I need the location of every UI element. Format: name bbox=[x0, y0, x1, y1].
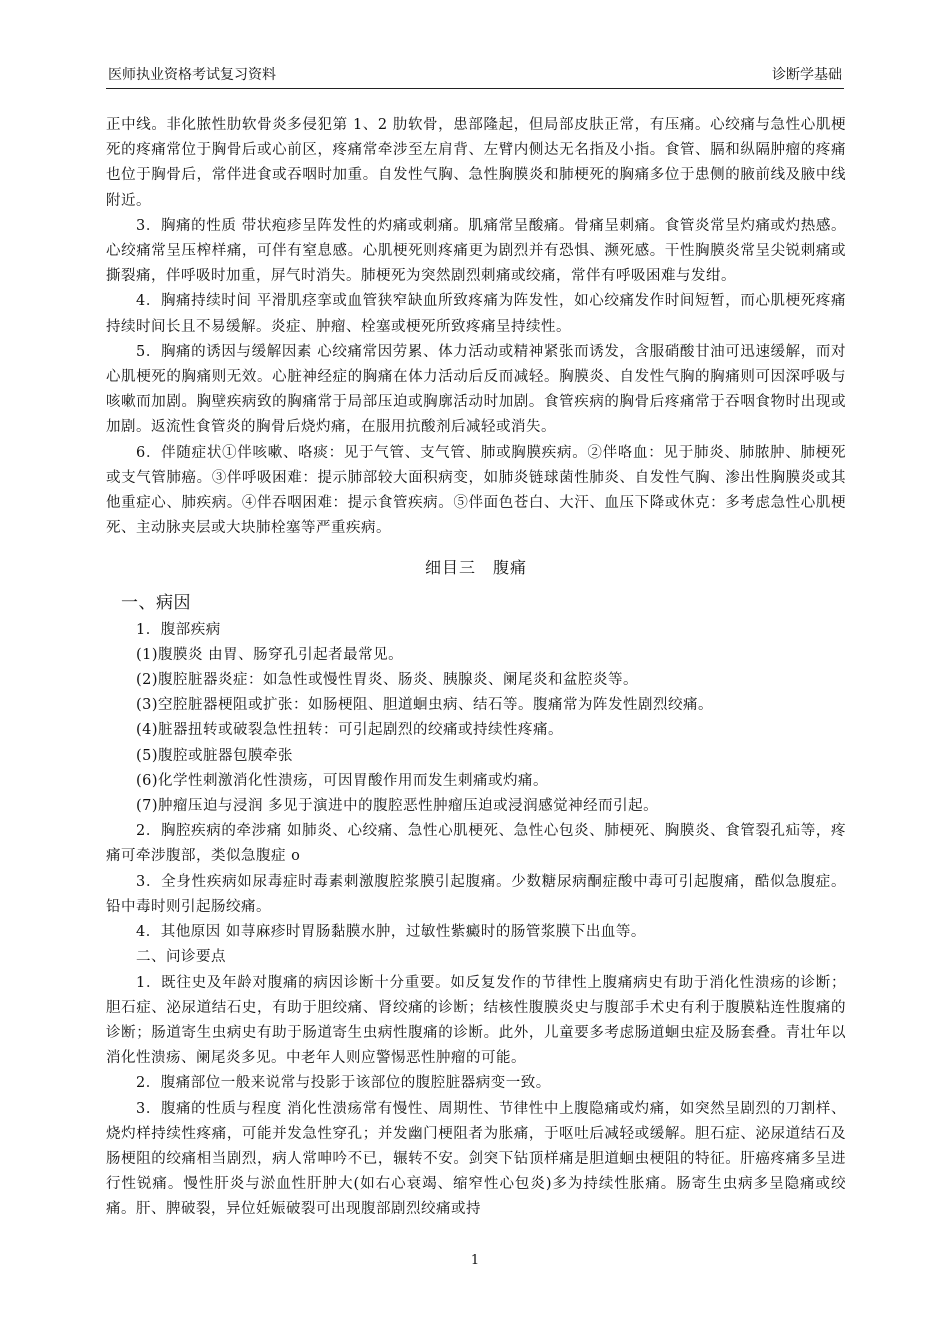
cause-item: (5)腹腔或脏器包膜牵张 bbox=[136, 747, 294, 764]
page-header bbox=[106, 66, 844, 89]
cause-item: 2．胸腔疾病的牵涉痛 如肺炎、心绞痛、急性心肌梗死、急性心包炎、肺梗死、胸膜炎、食管裂孔疝等，疼痛可牵涉腹部，类似急腹症 o bbox=[106, 823, 846, 865]
section-title: 细目三 腹痛 bbox=[424, 558, 527, 578]
page-number: 1 bbox=[470, 1253, 480, 1268]
cause-item: (4)脏器扭转或破裂急性扭转：可引起剧烈的绞痛或持续性疼痛。 bbox=[136, 722, 564, 739]
paragraph-chest-pain-symptoms: 6．伴随症状①伴咳嗽、咯痰：见于气管、支气管、肺或胸膜疾病。②伴咯血：见于肺炎、肺脓肿、肺梗死或支气管肺癌。③伴呼吸困难：提示肺部较大面积病变，如肺炎链球菌性肺炎、自发性气胸、渗出性胸膜炎或其他重症心、肺疾病。④伴吞咽困难：提示食管疾病。⑤伴面色苍白、大汗、血压下降或休克：多考虑急性心肌梗死、主动脉夹层或大块肺栓塞等严重疾病。 bbox=[106, 444, 846, 537]
cause-item: (2)腹腔脏器炎症：如急性或慢性胃炎、肠炎、胰腺炎、阑尾炎和盆腔炎等。 bbox=[136, 672, 639, 689]
paragraph-chest-pain-triggers: 5．胸痛的诱因与缓解因素 心绞痛常因劳累、体力活动或精神紧张而诱发，含服硝酸甘油可迅速缓解，而对心肌梗死的胸痛则无效。心脏神经症的胸痛在体力活动后反而减轻。胸膜炎、自发性气胸的胸痛则可因深呼吸与咳嗽而加剧。胸壁疾病致的胸痛常于局部压迫或胸廓活动时加剧。食管疾病的胸骨后疼痛常于吞咽食物时出现或加剧。返流性食管炎的胸骨后烧灼痛，在服用抗酸剂后减轻或消失。 bbox=[106, 343, 846, 436]
heading-inquiry: 二、问诊要点 bbox=[136, 949, 226, 966]
cause-item: 1．腹部疾病 bbox=[136, 621, 221, 638]
cause-item: (6)化学性刺激消化性溃疡，可因胃酸作用而发生刺痛或灼痛。 bbox=[136, 772, 549, 789]
paragraph-chest-pain-duration: 4．胸痛持续时间 平滑肌痉挛或血管狭窄缺血所致疼痛为阵发性，如心绞痛发作时间短暂，而心肌梗死疼痛持续时间长且不易缓解。炎症、肿瘤、栓塞或梗死所致疼痛呈持续性。 bbox=[106, 293, 846, 335]
inquiry-item: 1．既往史及年龄对腹痛的病因诊断十分重要。如反复发作的节律性上腹痛病史有助于消化性溃疡的诊断；胆石症、泌尿道结石史，有助于胆绞痛、肾绞痛的诊断；结核性腹膜炎史与腹部手术史有利于腹膜粘连性腹痛的诊断；肠道寄生虫病史有助于肠道寄生虫病性腹痛的诊断。此外，儿童要多考虑肠道蛔虫症及肠套叠。青壮年以消化性溃疡、阑尾炎多见。中老年人则应警惕恶性肿瘤的可能。 bbox=[106, 974, 846, 1067]
cause-item: (7)肿瘤压迫与浸润 多见于演进中的腹腔恶性肿瘤压迫或浸润感觉神经而引起。 bbox=[136, 798, 659, 815]
cause-item: 4．其他原因 如荨麻疹时胃肠黏膜水肿，过敏性紫癜时的肠管浆膜下出血等。 bbox=[136, 924, 646, 941]
inquiry-item: 3．腹痛的性质与程度 消化性溃疡常有慢性、周期性、节律性中上腹隐痛或灼痛，如突然呈剧烈的刀割样、烧灼样持续性疼痛，可能并发急性穿孔；并发幽门梗阻者为胀痛，于呕吐后减轻或缓解。胆石症、泌尿道结石及肠梗阻的绞痛相当剧烈，病人常呻吟不已，辗转不安。剑突下钻顶样痛是胆道蛔虫梗阻的特征。肝癌疼痛多呈进行性锐痛。慢性肝炎与淤血性肝肿大(如右心衰竭、缩窄性心包炎)多为持续性胀痛。肠寄生虫病多呈隐痛或绞痛。肝、脾破裂，异位妊娠破裂可出现腹部剧烈绞痛或持 bbox=[106, 1100, 846, 1218]
document-body bbox=[106, 113, 846, 1223]
cause-item: (1)腹膜炎 由胃、肠穿孔引起者最常见。 bbox=[136, 646, 404, 663]
header-subject: 诊断学基础 bbox=[772, 67, 842, 83]
header-title: 医师执业资格考试复习资料 bbox=[108, 67, 276, 83]
cause-item: 3．全身性疾病如尿毒症时毒素刺激腹腔浆膜引起腹痛。少数糖尿病酮症酸中毒可引起腹痛，酷似急腹症。铅中毒时则引起肠绞痛。 bbox=[106, 873, 846, 915]
cause-item: (3)空腔脏器梗阻或扩张：如肠梗阻、胆道蛔虫病、结石等。腹痛常为阵发性剧烈绞痛。 bbox=[136, 697, 714, 714]
inquiry-item: 2．腹痛部位一般来说常与投影于该部位的腹腔脏器病变一致。 bbox=[136, 1075, 551, 1092]
paragraph-chest-pain-location: 正中线。非化脓性肋软骨炎多侵犯第 1、2 肋软骨，患部隆起，但局部皮肤正常，有压痛。心绞痛与急性心肌梗死的疼痛常位于胸骨后或心前区，疼痛常牵涉至左肩背、左臂内侧达无名指及小指。食管、膈和纵隔肿瘤的疼痛也位于胸骨后，常伴进食或吞咽时加重。自发性气胸、急性胸膜炎和肺梗死的胸痛多位于患侧的腋前线及腋中线附近。 bbox=[106, 117, 846, 209]
heading-causes: 一、病因 bbox=[121, 592, 191, 613]
paragraph-chest-pain-nature: 3．胸痛的性质 带状疱疹呈阵发性的灼痛或刺痛。肌痛常呈酸痛。骨痛呈刺痛。食管炎常呈灼痛或灼热感。心绞痛常呈压榨样痛，可伴有窒息感。心肌梗死则疼痛更为剧烈并有恐惧、濒死感。干性胸膜炎常呈尖锐刺痛或撕裂痛，伴呼吸时加重，屏气时消失。肺梗死为突然剧烈刺痛或绞痛，常伴有呼吸困难与发绀。 bbox=[106, 217, 846, 285]
